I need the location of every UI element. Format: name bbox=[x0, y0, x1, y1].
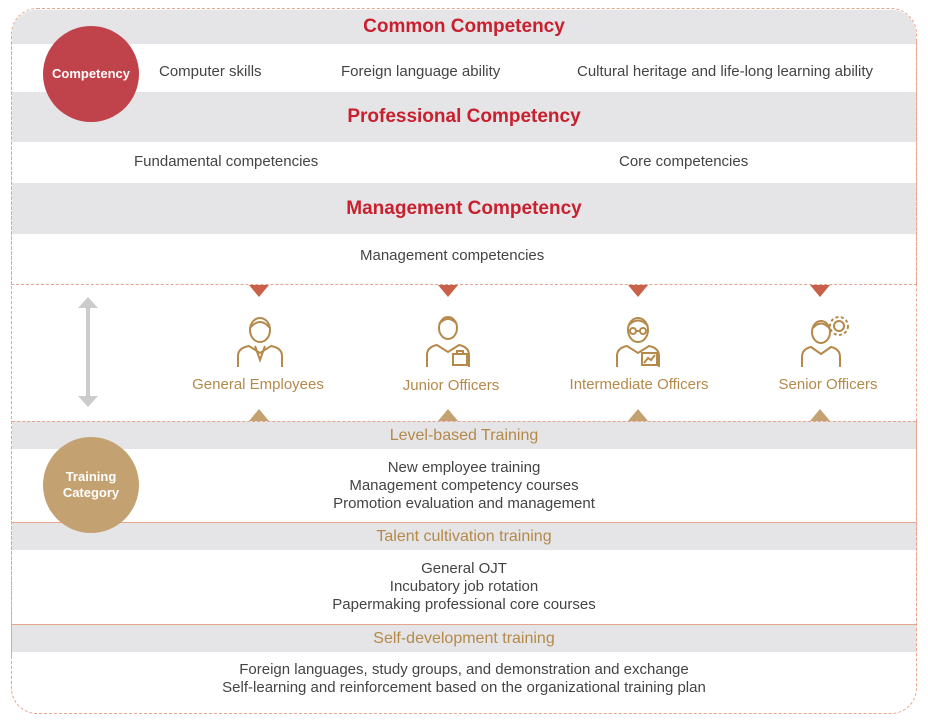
talent-cultivation-training-items bbox=[12, 560, 916, 614]
employee-person-icon bbox=[235, 312, 285, 368]
double-arrow-icon bbox=[77, 296, 99, 408]
training-item: General OJT bbox=[421, 560, 507, 577]
level-based-training-items bbox=[12, 459, 916, 513]
professional-competency-title: Professional Competency bbox=[347, 106, 581, 127]
up-triangle-3 bbox=[628, 409, 648, 421]
training-item: Management competency courses bbox=[349, 477, 579, 494]
management-item: Management competencies bbox=[360, 247, 545, 264]
professional-competency-header bbox=[12, 92, 916, 142]
management-competency-title: Management Competency bbox=[346, 197, 582, 219]
down-triangle-2 bbox=[438, 285, 458, 297]
officer-with-briefcase-icon bbox=[423, 312, 473, 368]
common-competency-header bbox=[12, 10, 916, 44]
training-item: Self-learning and reinforcement based on the organizational training plan bbox=[222, 679, 706, 696]
professional-item-fundamental: Fundamental competencies bbox=[134, 153, 319, 170]
self-development-training-items bbox=[12, 661, 916, 697]
level-label-general-employees: General Employees bbox=[192, 376, 324, 393]
level-label-senior-officers: Senior Officers bbox=[778, 376, 878, 393]
training-circle-label-line2: Category bbox=[62, 485, 120, 500]
training-circle-label-line1: Training bbox=[65, 469, 117, 484]
training-category-circle bbox=[43, 437, 139, 533]
training-item: Promotion evaluation and management bbox=[333, 495, 595, 512]
talent-cultivation-training-title: Talent cultivation training bbox=[376, 527, 552, 545]
up-triangle-4 bbox=[810, 409, 830, 421]
training-item: Incubatory job rotation bbox=[389, 578, 539, 595]
training-item: Papermaking professional core courses bbox=[332, 596, 596, 613]
common-competency-title: Common Competency bbox=[363, 16, 565, 37]
professional-item-core: Core competencies bbox=[619, 153, 749, 170]
down-triangle-1 bbox=[249, 285, 269, 297]
competency-circle bbox=[43, 26, 139, 122]
officer-with-glasses-chart-icon bbox=[613, 312, 663, 368]
competency-circle-label: Competency bbox=[51, 66, 131, 81]
level-label-intermediate-officers: Intermediate Officers bbox=[569, 376, 709, 393]
level-based-training-header bbox=[12, 421, 916, 449]
down-triangle-3 bbox=[628, 285, 648, 297]
training-item: Foreign languages, study groups, and demonstration and exchange bbox=[239, 661, 689, 678]
common-item-foreign-language: Foreign language ability bbox=[341, 63, 501, 80]
up-triangle-1 bbox=[249, 409, 269, 421]
down-triangle-4 bbox=[810, 285, 830, 297]
self-development-training-title: Self-development training bbox=[373, 629, 555, 647]
talent-cultivation-training-header bbox=[12, 522, 916, 550]
level-based-training-title: Level-based Training bbox=[389, 426, 539, 444]
training-item: New employee training bbox=[387, 459, 541, 476]
officer-with-gear-icon bbox=[801, 312, 851, 368]
level-label-junior-officers: Junior Officers bbox=[402, 377, 500, 394]
common-item-computer-skills: Computer skills bbox=[159, 63, 262, 80]
common-item-cultural-heritage: Cultural heritage and life-long learning ability bbox=[577, 63, 874, 80]
up-triangle-2 bbox=[438, 409, 458, 421]
management-competency-header bbox=[12, 183, 916, 234]
self-development-training-header bbox=[12, 624, 916, 652]
